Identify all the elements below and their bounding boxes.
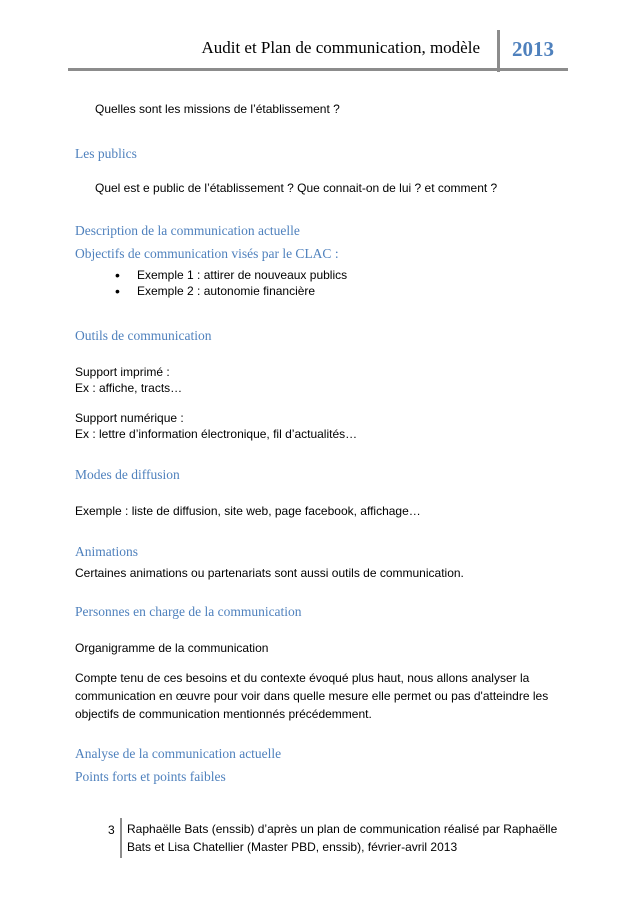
heading-points: Points forts et points faibles — [75, 769, 226, 784]
bullet-item — [115, 283, 415, 301]
modes-example: Exemple : liste de diffusion, site web, page facebook, affichage… — [75, 504, 421, 518]
animations-text: Certaines animations ou partenariats sont aussi outils de communication. — [75, 566, 464, 580]
footer-credit — [127, 820, 557, 856]
paragraph-line: Compte tenu de ces besoins et du contexte évoqué plus haut, nous allons analyser la — [75, 671, 530, 685]
page-header-year: 2013 — [512, 37, 554, 61]
header-divider — [497, 30, 500, 72]
page-number: 3 — [108, 823, 115, 837]
heading-modes: Modes de diffusion — [75, 467, 180, 482]
support-imprime-label: Support imprimé : — [75, 365, 170, 379]
support-numerique-label: Support numérique : — [75, 411, 184, 425]
page-header-title: Audit et Plan de communication, modèle — [201, 38, 480, 57]
footer-credit-line: Raphaëlle Bats (enssib) d’après un plan de communication réalisé par Raphaëlle — [127, 822, 558, 836]
header-rule — [68, 68, 568, 71]
heading-outils: Outils de communication — [75, 328, 212, 343]
heading-analyse: Analyse de la communication actuelle — [75, 746, 282, 761]
heading-description: Description de la communication actuelle — [75, 223, 300, 238]
footer-credit-line: Bats et Lisa Chatellier (Master PBD, enssib), février-avril 2013 — [127, 840, 458, 854]
question-missions: Quelles sont les missions de l’établissement ? — [95, 102, 340, 116]
paragraph-line: objectifs de communication mentionnés précédemment. — [75, 707, 372, 721]
bullet-dot-icon: • — [115, 267, 120, 283]
organigramme-text: Organigramme de la communication — [75, 641, 269, 655]
bullet-text: Exemple 2 : autonomie financière — [137, 284, 316, 298]
heading-objectifs: Objectifs de communication visés par le CLAC : — [75, 246, 339, 261]
support-numerique-example: Ex : lettre d’information électronique, fil d’actualités… — [75, 427, 358, 441]
support-imprime-example: Ex : affiche, tracts… — [75, 381, 183, 395]
question-publics: Quel est e public de l’établissement ? Que connait-on de lui ? et comment ? — [95, 181, 498, 195]
heading-animations: Animations — [75, 544, 138, 559]
heading-personnes: Personnes en charge de la communication — [75, 604, 302, 619]
footer-divider — [120, 818, 122, 858]
paragraph-line: communication en œuvre pour voir dans quelle mesure elle permet ou pas d'atteindre les — [75, 689, 549, 703]
heading-publics: Les publics — [75, 146, 137, 161]
bullet-text: Exemple 1 : attirer de nouveaux publics — [137, 268, 348, 282]
bullet-dot-icon: • — [115, 283, 120, 299]
